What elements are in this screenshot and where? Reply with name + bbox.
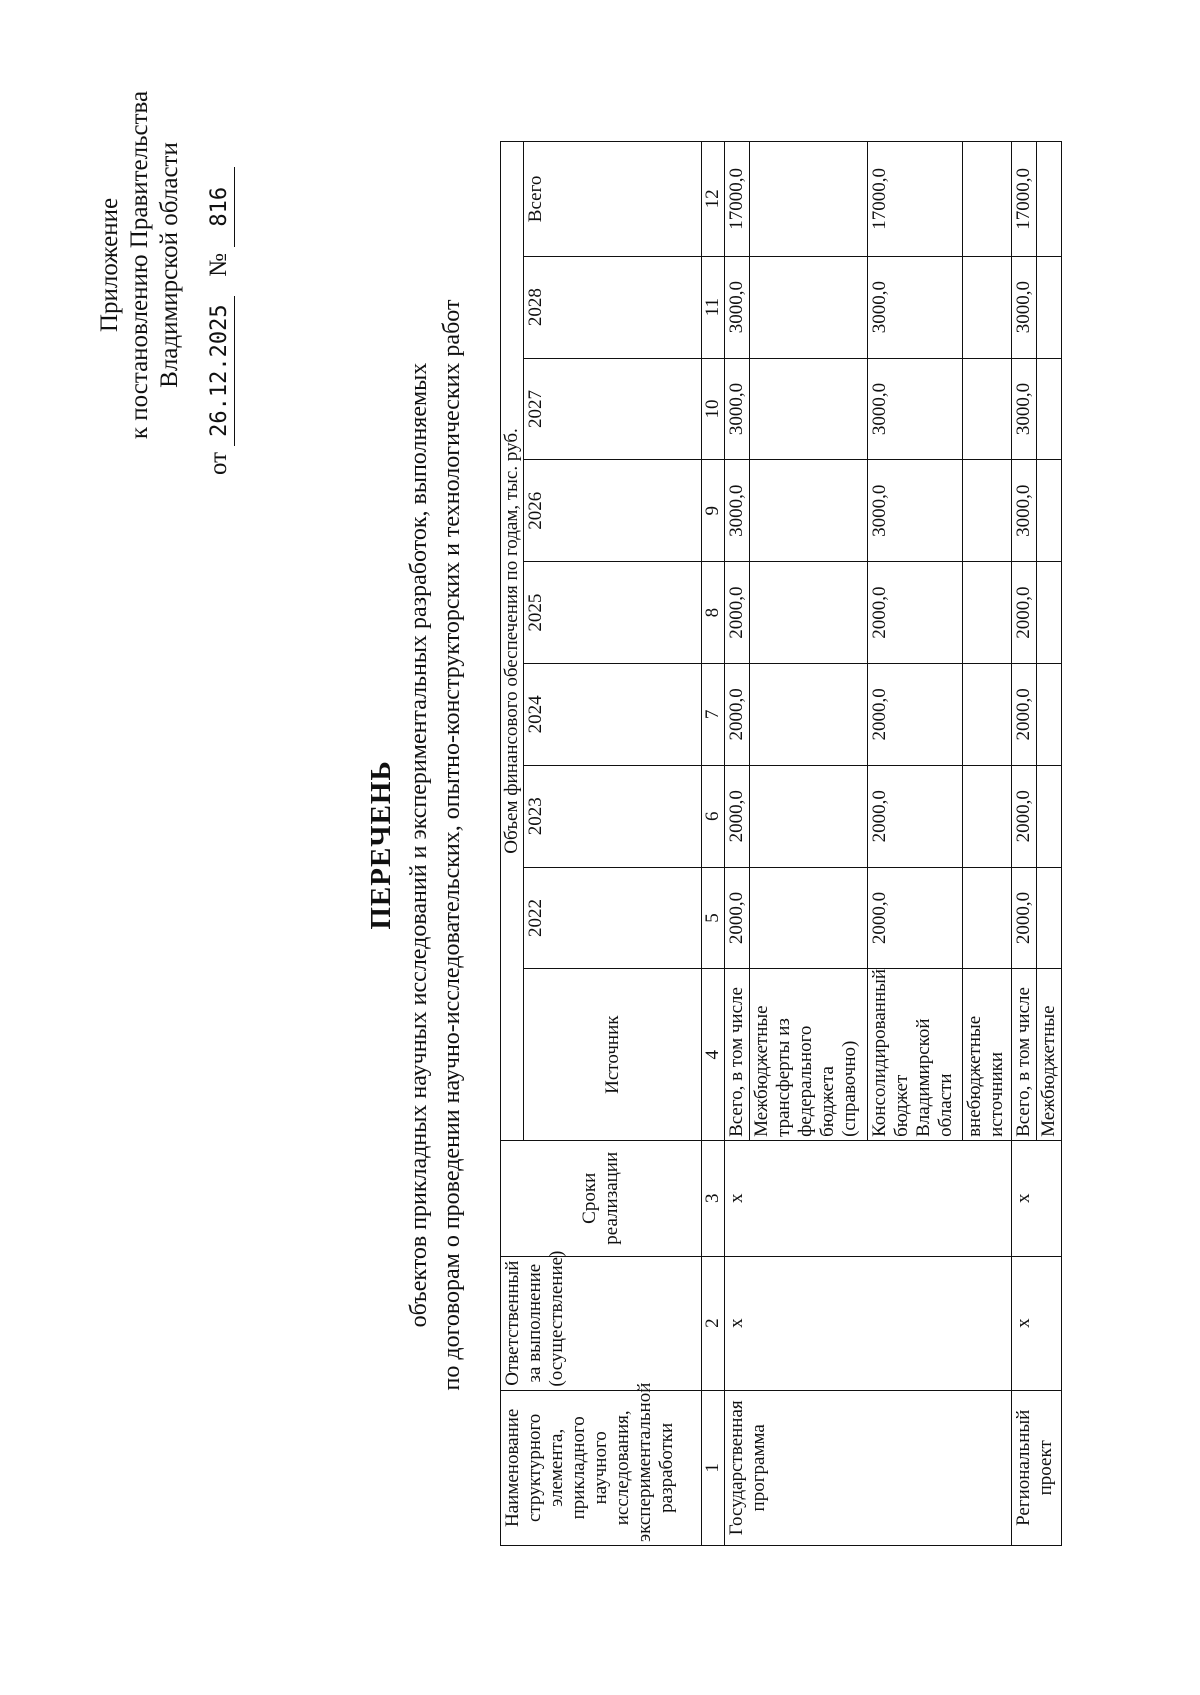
value-cell: [963, 664, 1012, 766]
total-cell: 17000,0: [868, 142, 963, 257]
document-title: ПЕРЕЧЕНЬ: [365, 760, 397, 930]
value-cell: 2000,0: [1012, 867, 1037, 969]
value-cell: 2000,0: [868, 562, 963, 664]
appendix-decree-reference: к постановлению Правительства: [126, 90, 153, 440]
value-cell: 2000,0: [725, 765, 750, 867]
value-cell: 2000,0: [1012, 765, 1037, 867]
document-subtitle-line2: по договорам о проведении научно-исследовательских, опытно-конструкторских и технологических работ: [439, 299, 465, 1391]
header-year-2024: 2024: [524, 664, 702, 766]
value-cell: 2000,0: [725, 562, 750, 664]
value-cell: [750, 256, 868, 358]
header-year-2026: 2026: [524, 460, 702, 562]
total-cell: [750, 142, 868, 257]
value-cell: 2000,0: [725, 867, 750, 969]
column-number: 8: [702, 562, 725, 664]
header-source: Источник: [524, 969, 702, 1140]
decree-date-number: [205, 167, 235, 475]
appendix-label: Приложение: [96, 197, 123, 333]
header-responsible: Ответственный за выполнение (осуществление): [501, 1256, 702, 1390]
decree-date: 26.12.2025: [206, 296, 235, 446]
column-number: 5: [702, 867, 725, 969]
value-cell: [1037, 867, 1062, 969]
value-cell: 2000,0: [725, 664, 750, 766]
source-cell: Всего, в том числе: [1012, 969, 1037, 1140]
document-subtitle-line1: объектов прикладных научных исследований и экспериментальных разработок, выполняемых: [406, 362, 432, 1328]
header-year-2022: 2022: [524, 867, 702, 969]
column-number: 2: [702, 1256, 725, 1390]
header-year-2023: 2023: [524, 765, 702, 867]
value-cell: [1037, 664, 1062, 766]
column-number: 4: [702, 969, 725, 1140]
value-cell: [1037, 256, 1062, 358]
value-cell: [963, 867, 1012, 969]
value-cell: 3000,0: [868, 256, 963, 358]
total-cell: 17000,0: [1012, 142, 1037, 257]
source-cell: Консолидированный бюджет Владимирской области: [868, 969, 963, 1140]
value-cell: [963, 460, 1012, 562]
header-name: Наименование структурного элемента, прикладного научного исследования, экспериментальной разработки: [501, 1390, 702, 1545]
appendix-block: [95, 35, 185, 495]
header-row-1: [501, 142, 524, 1546]
column-number: 11: [702, 256, 725, 358]
value-cell: 3000,0: [725, 358, 750, 460]
value-cell: [963, 562, 1012, 664]
header-year-2028: 2028: [524, 256, 702, 358]
column-number: 6: [702, 765, 725, 867]
value-cell: 2000,0: [868, 765, 963, 867]
value-cell: 2000,0: [1012, 664, 1037, 766]
total-cell: [1037, 142, 1062, 257]
value-cell: [1037, 358, 1062, 460]
value-cell: 3000,0: [868, 358, 963, 460]
regional-project-responsible: x: [1012, 1256, 1062, 1390]
table-row: [1012, 142, 1037, 1546]
value-cell: [750, 562, 868, 664]
column-number: 9: [702, 460, 725, 562]
value-cell: [750, 664, 868, 766]
value-cell: [750, 867, 868, 969]
header-year-2027: 2027: [524, 358, 702, 460]
regional-project-terms: x: [1012, 1140, 1062, 1256]
appendix-region: Владимирской области: [156, 142, 183, 388]
header-terms: Сроки реализации: [501, 1140, 702, 1256]
value-cell: [963, 256, 1012, 358]
regional-project-name: Региональный проект: [1012, 1390, 1062, 1545]
value-cell: 2000,0: [1012, 562, 1037, 664]
value-cell: [1037, 765, 1062, 867]
value-cell: 3000,0: [868, 460, 963, 562]
column-number: 7: [702, 664, 725, 766]
header-funding: Объем финансового обеспечения по годам, тыс. руб.: [501, 142, 524, 1141]
value-cell: 2000,0: [868, 664, 963, 766]
column-number: 3: [702, 1140, 725, 1256]
state-program-responsible: x: [725, 1256, 1012, 1390]
column-number-row: [702, 142, 725, 1546]
source-cell: внебюджетные источники: [963, 969, 1012, 1140]
state-program-terms: x: [725, 1140, 1012, 1256]
column-number: 1: [702, 1390, 725, 1545]
number-prefix: №: [205, 253, 232, 277]
value-cell: [963, 358, 1012, 460]
value-cell: [750, 460, 868, 562]
funding-table: [500, 141, 1062, 1546]
source-cell: Всего, в том числе: [725, 969, 750, 1140]
header-total: Всего: [524, 142, 702, 257]
value-cell: [963, 765, 1012, 867]
value-cell: 3000,0: [1012, 256, 1037, 358]
date-prefix: от: [205, 451, 232, 475]
column-number: 12: [702, 142, 725, 257]
decree-number: 816: [206, 167, 235, 247]
value-cell: 3000,0: [1012, 358, 1037, 460]
header-year-2025: 2025: [524, 562, 702, 664]
total-cell: [963, 142, 1012, 257]
state-program-name: Государственная программа: [725, 1390, 1012, 1545]
total-cell: 17000,0: [725, 142, 750, 257]
value-cell: 3000,0: [725, 256, 750, 358]
source-cell: Межбюджетные: [1037, 969, 1062, 1140]
value-cell: [750, 765, 868, 867]
value-cell: 3000,0: [1012, 460, 1037, 562]
value-cell: [1037, 562, 1062, 664]
value-cell: 3000,0: [725, 460, 750, 562]
value-cell: [750, 358, 868, 460]
value-cell: 2000,0: [868, 867, 963, 969]
table-row: [725, 142, 750, 1546]
value-cell: [1037, 460, 1062, 562]
column-number: 10: [702, 358, 725, 460]
source-cell: Межбюджетные трансферты из федерального бюджета (справочно): [750, 969, 868, 1140]
